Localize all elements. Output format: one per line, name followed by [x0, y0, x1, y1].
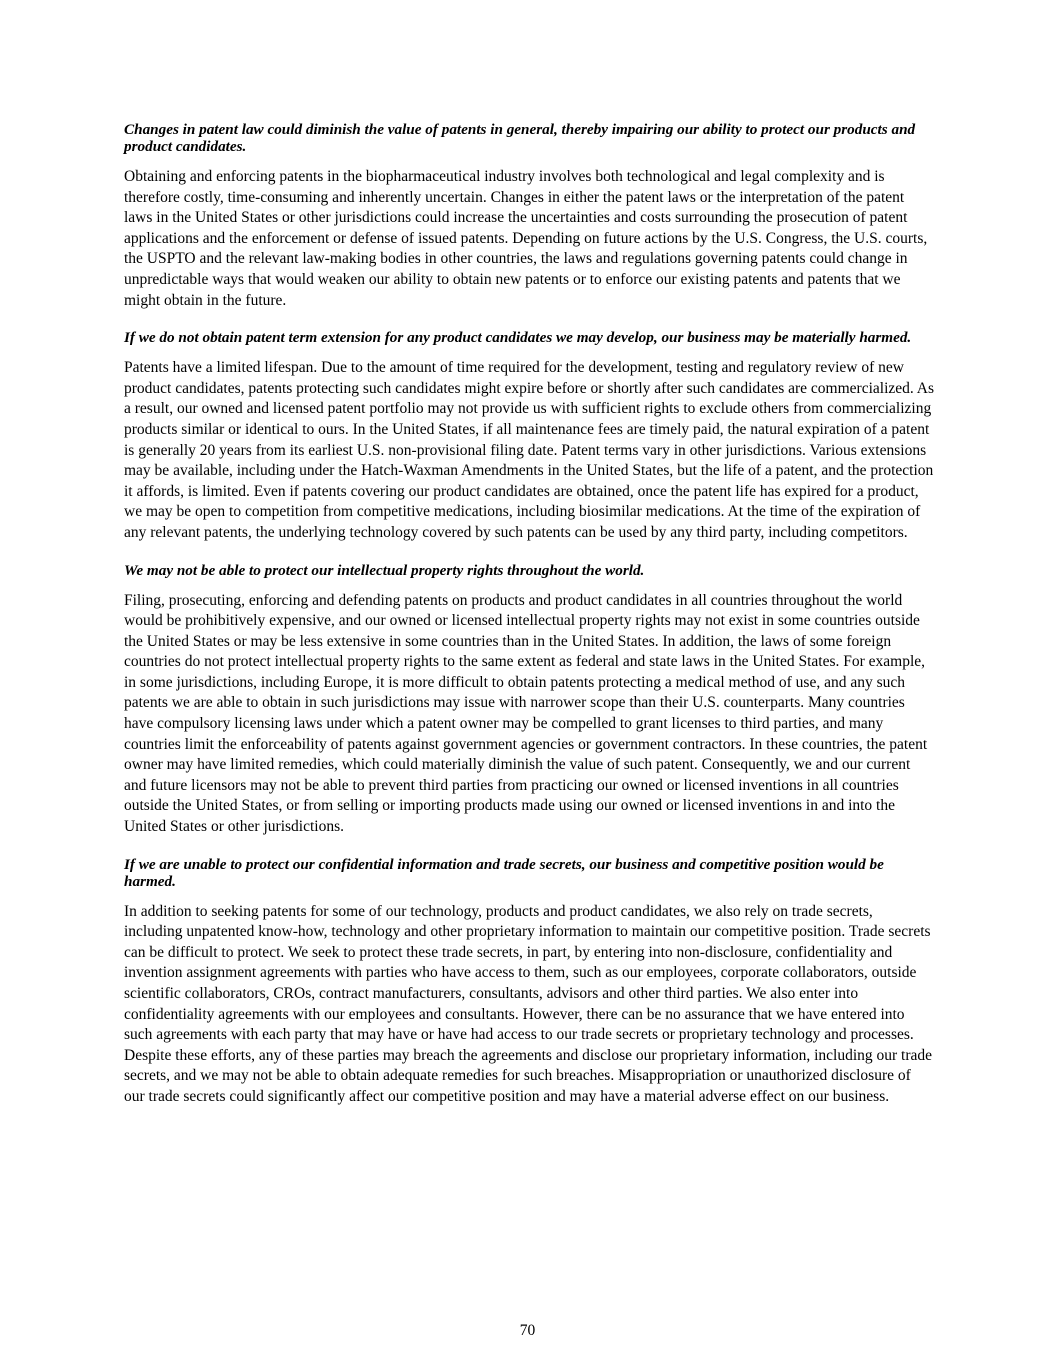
- section-ip-rights-worldwide: [124, 562, 934, 838]
- section-heading: We may not be able to protect our intellectual property rights throughout the world.: [124, 561, 645, 579]
- page-number: 70: [519, 1322, 536, 1339]
- section-paragraph: In addition to seeking patents for some of our technology, products and product candidates, we also rely on trade secrets, including unpatented know-how, technology and other proprietary information to maintain our competitive position. Trade secrets can be difficult to protect. We seek to protect these trade secrets, in part, by entering into non-disclosure, confidentiality and invention assignment agreements with parties who have access to them, such as our employees, corporate collaborators, outside scientific collaborators, CROs, contract manufacturers, consultants, advisors and other third parties. We also enter into confidentiality agreements with our employees and consultants. However, there can be no assurance that we have entered into such agreements with each party that may have or have had access to our trade secrets or proprietary technology and processes. Despite these efforts, any of these parties may breach the agreements and disclose our proprietary information, including our trade secrets, and we may not be able to obtain adequate remedies for such breaches. Misappropriation or unauthorized disclosure of our trade secrets could significantly affect our competitive position and may have a material adverse effect on our business.: [124, 902, 933, 1105]
- document-page: [124, 121, 934, 1126]
- section-paragraph: Filing, prosecuting, enforcing and defending patents on products and product candidates in all countries throughout the world would be prohibitively expensive, and our owned or licensed intellectual property rights may not exist in some countries outside the United States or may be less extensive in some countries than in the United States. In addition, the laws of some foreign countries do not protect intellectual property rights to the same extent as federal and state laws in the United States. For example, in some jurisdictions, including Europe, it is more difficult to obtain patents protecting a medical method of use, and any such patents we are able to obtain in such jurisdictions may issue with narrower scope than their U.S. counterparts. Many countries have compulsory licensing laws under which a patent owner may be compelled to grant licenses to third parties, and many countries limit the enforceability of patents against government agencies or government contractors. In these countries, the patent owner may have limited remedies, which could materially diminish the value of such patent. Consequently, we and our current and future licensors may not be able to prevent third parties from practicing our owned or licensed inventions in all countries outside the United States, or from selling or importing products made using our owned or licensed inventions in and into the United States or other jurisdictions.: [124, 591, 928, 836]
- section-patent-term-extension: [124, 329, 934, 543]
- section-patent-law-changes: [124, 121, 934, 311]
- section-heading: If we are unable to protect our confidential information and trade secrets, our business and competitive position would be harmed.: [124, 855, 884, 890]
- section-heading: Changes in patent law could diminish the value of patents in general, thereby impairing our ability to protect our products and product candidates.: [124, 121, 916, 155]
- section-heading: If we do not obtain patent term extension for any product candidates we may develop, our business may be materially harmed.: [124, 329, 912, 347]
- section-trade-secrets: [124, 856, 934, 1108]
- section-paragraph: Obtaining and enforcing patents in the biopharmaceutical industry involves both technological and legal complexity and is therefore costly, time-consuming and inherently uncertain. Changes in either the patent laws or the interpretation of the patent laws in the United States or other jurisdictions could increase the uncertainties and costs surrounding the prosecution of patent applications and the enforcement or defense of issued patents. Depending on future actions by the U.S. Congress, the U.S. courts, the USPTO and the relevant law-making bodies in other countries, the laws and regulations governing patents could change in unpredictable ways that would weaken our ability to obtain new patents or to enforce our existing patents and patents that we might obtain in the future.: [124, 168, 928, 309]
- section-paragraph: Patents have a limited lifespan. Due to the amount of time required for the development, testing and regulatory review of new product candidates, patents protecting such candidates might expire before or shortly after such candidates are commercialized. As a result, our owned and licensed patent portfolio may not provide us with sufficient rights to exclude others from commercializing products similar or identical to ours. In the United States, if all maintenance fees are timely paid, the natural expiration of a patent is generally 20 years from its earliest U.S. non-provisional filing date. Patent terms vary in other jurisdictions. Various extensions may be available, including under the Hatch-Waxman Amendments in the United States, but the life of a patent, and the protection it affords, is limited. Even if patents covering our product candidates are obtained, once the patent life has expired for a product, we may be open to competition from competitive medications, including biosimilar medications. At the time of the expiration of any relevant patents, the underlying technology covered by such patents can be used by any third party, including competitors.: [124, 359, 935, 541]
